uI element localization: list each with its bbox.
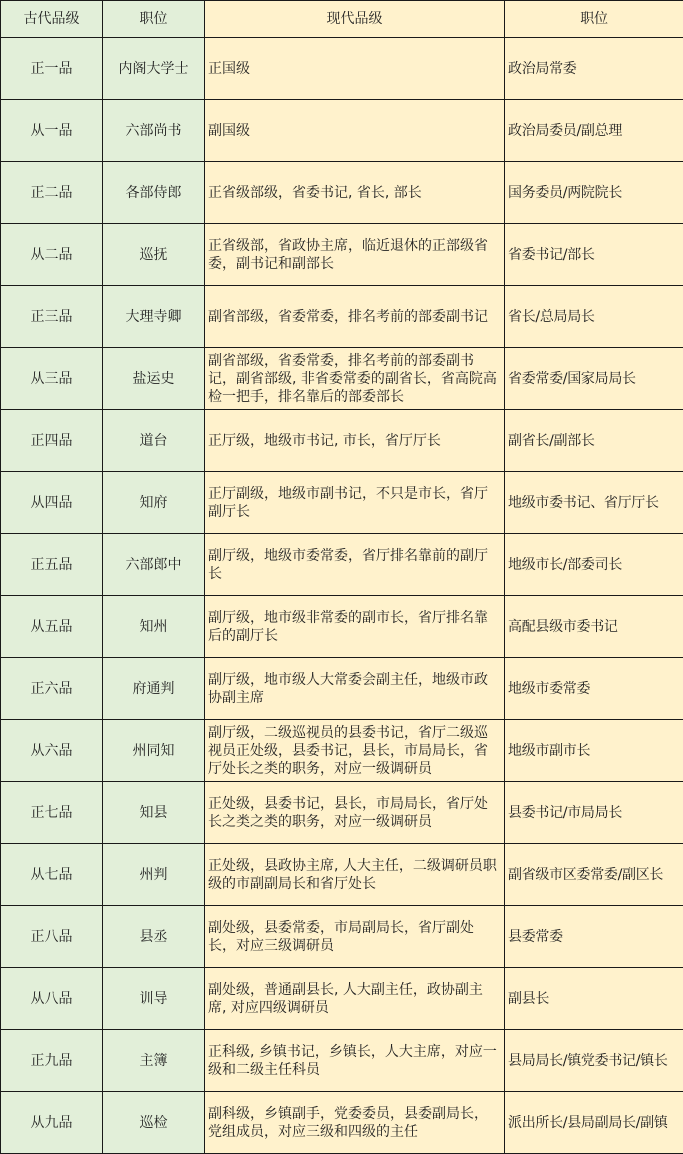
table-row <box>1 286 683 348</box>
ancient-rank-cell: 正四品 <box>1 410 103 472</box>
modern-rank-cell: 副厅级，地市级非常委的副市长，省厅排名靠后的副厅长 <box>205 596 505 658</box>
ancient-rank-cell: 从一品 <box>1 100 103 162</box>
table-row <box>1 534 683 596</box>
modern-rank-cell: 正国级 <box>205 38 505 100</box>
modern-position-cell: 副省长/副部长 <box>505 410 683 472</box>
ancient-rank-cell: 从二品 <box>1 224 103 286</box>
modern-rank-cell: 副厅级，地级市委常委，省厅排名靠前的副厅长 <box>205 534 505 596</box>
table-row <box>1 844 683 906</box>
header-modern-rank: 现代品级 <box>205 1 505 38</box>
ancient-position-cell: 主簿 <box>103 1030 205 1092</box>
ancient-position-cell: 巡抚 <box>103 224 205 286</box>
table-row <box>1 658 683 720</box>
ancient-position-cell: 内阁大学士 <box>103 38 205 100</box>
ancient-position-cell: 训导 <box>103 968 205 1030</box>
ancient-rank-cell: 从六品 <box>1 720 103 782</box>
modern-position-cell: 省委书记/部长 <box>505 224 683 286</box>
ancient-rank-cell: 正二品 <box>1 162 103 224</box>
table-row <box>1 1092 683 1154</box>
modern-position-cell: 高配县级市委书记 <box>505 596 683 658</box>
modern-position-cell: 地级市长/部委司长 <box>505 534 683 596</box>
ancient-position-cell: 大理寺卿 <box>103 286 205 348</box>
modern-rank-cell: 副处级，普通副县长, 人大副主任，政协副主席, 对应四级调研员 <box>205 968 505 1030</box>
ancient-rank-cell: 从三品 <box>1 348 103 410</box>
ancient-position-cell: 州判 <box>103 844 205 906</box>
modern-position-cell: 县委书记/市局局长 <box>505 782 683 844</box>
modern-rank-cell: 副厅级，地市级人大常委会副主任，地级市政协副主席 <box>205 658 505 720</box>
table-row <box>1 224 683 286</box>
modern-rank-cell: 副厅级，二级巡视员的县委书记，省厅二级巡视员正处级，县委书记，县长，市局局长，省厅处长之类的职务，对应一级调研员 <box>205 720 505 782</box>
table-row <box>1 38 683 100</box>
modern-rank-cell: 正处级，县政协主席, 人大主任，二级调研员职级的市副副局长和省厅处长 <box>205 844 505 906</box>
modern-rank-cell: 副省部级，省委常委，排名考前的部委副书记，副省部级, 非省委常委的副省长，省高院高检一把手，排名靠后的部委部长 <box>205 348 505 410</box>
modern-rank-cell: 副科级，乡镇副手，党委委员，县委副局长，党组成员，对应三级和四级的主任 <box>205 1092 505 1154</box>
modern-position-cell: 地级市副市长 <box>505 720 683 782</box>
ancient-rank-cell: 从八品 <box>1 968 103 1030</box>
ancient-rank-cell: 正九品 <box>1 1030 103 1092</box>
modern-position-cell: 副省级市区委常委/副区长 <box>505 844 683 906</box>
table-row <box>1 906 683 968</box>
modern-position-cell: 省长/总局局长 <box>505 286 683 348</box>
ancient-rank-cell: 正六品 <box>1 658 103 720</box>
modern-position-cell: 地级市委常委 <box>505 658 683 720</box>
table-row <box>1 348 683 410</box>
table-row <box>1 472 683 534</box>
modern-rank-cell: 正省级部级，省委书记, 省长, 部长 <box>205 162 505 224</box>
modern-position-cell: 副县长 <box>505 968 683 1030</box>
ancient-position-cell: 巡检 <box>103 1092 205 1154</box>
header-row <box>1 1 683 38</box>
ancient-rank-cell: 正八品 <box>1 906 103 968</box>
ancient-position-cell: 知县 <box>103 782 205 844</box>
modern-position-cell: 省委常委/国家局局长 <box>505 348 683 410</box>
ancient-rank-cell: 从五品 <box>1 596 103 658</box>
modern-rank-cell: 正处级，县委书记，县长，市局局长，省厅处长之类之类的职务，对应一级调研员 <box>205 782 505 844</box>
ancient-position-cell: 州同知 <box>103 720 205 782</box>
ancient-position-cell: 县丞 <box>103 906 205 968</box>
modern-rank-cell: 正厅级，地级市书记, 市长，省厅厅长 <box>205 410 505 472</box>
table-row <box>1 782 683 844</box>
modern-rank-cell: 正科级, 乡镇书记，乡镇长，人大主席，对应一级和二级主任科员 <box>205 1030 505 1092</box>
ancient-rank-cell: 正五品 <box>1 534 103 596</box>
modern-position-cell: 政治局委员/副总理 <box>505 100 683 162</box>
modern-position-cell: 派出所长/县局副局长/副镇 <box>505 1092 683 1154</box>
modern-rank-cell: 正省级部，省政协主席，临近退休的正部级省委，副书记和副部长 <box>205 224 505 286</box>
header-ancient-position: 职位 <box>103 1 205 38</box>
ancient-position-cell: 盐运史 <box>103 348 205 410</box>
modern-position-cell: 国务委员/两院院长 <box>505 162 683 224</box>
table-row <box>1 100 683 162</box>
ancient-position-cell: 府通判 <box>103 658 205 720</box>
ancient-rank-cell: 正七品 <box>1 782 103 844</box>
table-row <box>1 1030 683 1092</box>
header-ancient-rank: 古代品级 <box>1 1 103 38</box>
modern-rank-cell: 副省部级，省委常委，排名考前的部委副书记 <box>205 286 505 348</box>
ancient-position-cell: 知州 <box>103 596 205 658</box>
modern-position-cell: 政治局常委 <box>505 38 683 100</box>
header-modern-position: 职位 <box>505 1 683 38</box>
modern-rank-cell: 副处级，县委常委，市局副局长，省厅副处长，对应三级调研员 <box>205 906 505 968</box>
modern-position-cell: 县委常委 <box>505 906 683 968</box>
ancient-rank-cell: 从七品 <box>1 844 103 906</box>
table-row <box>1 162 683 224</box>
table-row <box>1 720 683 782</box>
table-row <box>1 596 683 658</box>
modern-position-cell: 县局局长/镇党委书记/镇长 <box>505 1030 683 1092</box>
ancient-position-cell: 各部侍郎 <box>103 162 205 224</box>
ancient-position-cell: 道台 <box>103 410 205 472</box>
table-row <box>1 968 683 1030</box>
ancient-rank-cell: 正一品 <box>1 38 103 100</box>
modern-rank-cell: 正厅副级，地级市副书记，不只是市长，省厅副厅长 <box>205 472 505 534</box>
ancient-rank-cell: 正三品 <box>1 286 103 348</box>
ancient-rank-cell: 从四品 <box>1 472 103 534</box>
table-row <box>1 410 683 472</box>
ancient-position-cell: 六部尚书 <box>103 100 205 162</box>
ancient-position-cell: 知府 <box>103 472 205 534</box>
ancient-rank-cell: 从九品 <box>1 1092 103 1154</box>
ancient-position-cell: 六部郎中 <box>103 534 205 596</box>
modern-rank-cell: 副国级 <box>205 100 505 162</box>
modern-position-cell: 地级市委书记、省厅厅长 <box>505 472 683 534</box>
table-body <box>1 38 683 1154</box>
